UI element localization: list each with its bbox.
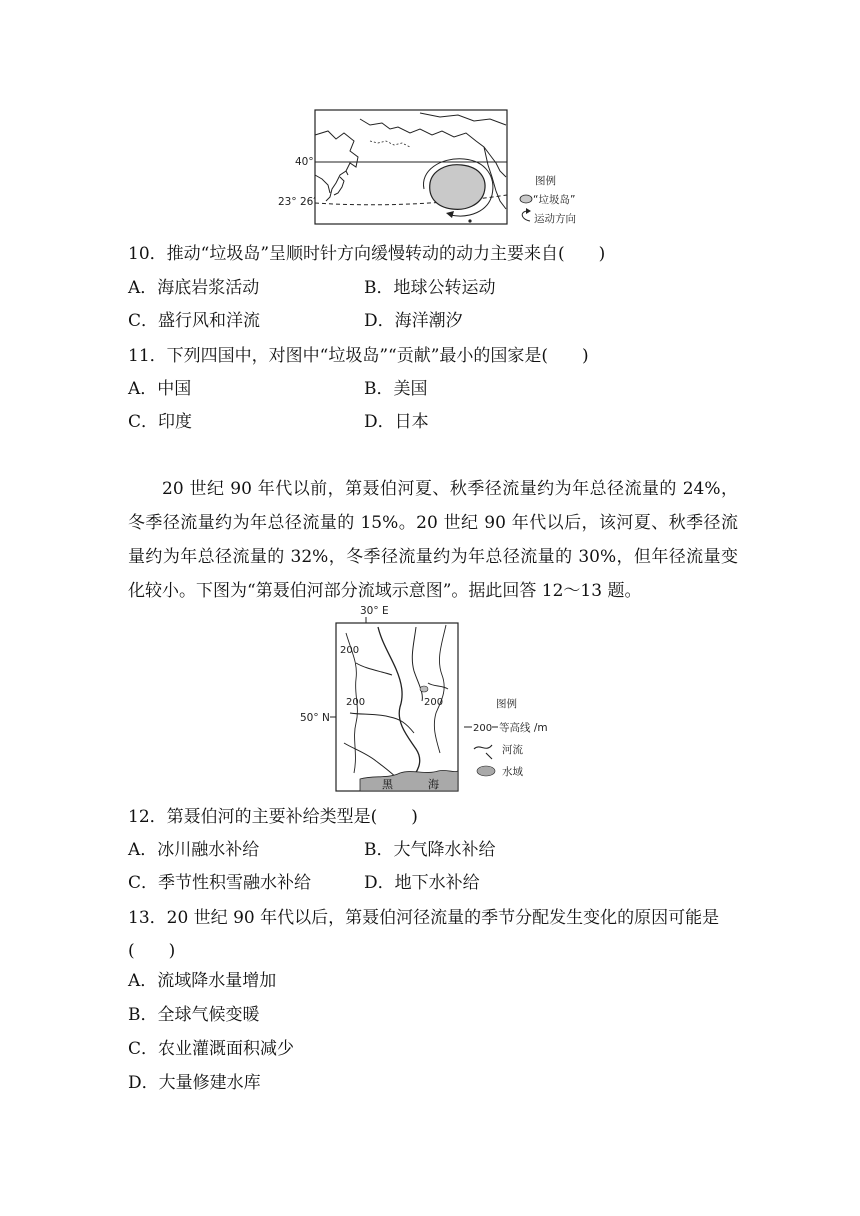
legend-river-icon — [474, 745, 492, 759]
q11-option-c[interactable]: C．印度 — [128, 412, 193, 432]
q10-stem: 10．推动“垃圾岛”呈顺时针方向缓慢转动的动力主要来自( ) — [128, 244, 606, 264]
q11-stem: 11．下列四国中，对图中“垃圾岛”“贡献”最小的国家是( ) — [128, 346, 589, 366]
black-sea-char-2: 海 — [428, 778, 439, 791]
contour-label-2: 200 — [346, 697, 366, 708]
hawaii-dot — [468, 219, 471, 222]
map1-frame — [315, 110, 507, 224]
q12-option-b[interactable]: B．大气降水补给 — [364, 840, 496, 860]
q12-option-a[interactable]: A．冰川融水补给 — [128, 840, 260, 860]
q11-option-a[interactable]: A．中国 — [128, 379, 192, 399]
legend-garbage-label: “垃圾岛” — [533, 194, 576, 206]
lat-tropic-label: 23° 26′ — [278, 196, 316, 208]
q11-option-b[interactable]: B．美国 — [364, 379, 428, 399]
q10-option-a[interactable]: A．海底岩浆活动 — [128, 278, 260, 298]
lat-40-label: 40° — [295, 156, 314, 168]
legend-water-icon — [477, 766, 495, 776]
q12-option-d[interactable]: D．地下水补给 — [364, 873, 480, 893]
q11-option-d[interactable]: D．日本 — [364, 412, 429, 432]
legend2-title: 图例 — [496, 698, 517, 710]
q12-stem: 12．第聂伯河的主要补给类型是( ) — [128, 807, 418, 827]
q13-stem: 13．20 世纪 90 年代以后，第聂伯河径流量的季节分配发生变化的原因可能是 — [128, 908, 720, 928]
legend-water-label: 水域 — [502, 766, 523, 778]
legend-garbage-icon — [520, 195, 532, 203]
lat-50-label: 50° N — [300, 712, 330, 724]
legend-contour-label: 等高线 /m — [499, 722, 548, 734]
contour-label-1: 200 — [340, 645, 360, 656]
legend1-title: 图例 — [535, 175, 556, 187]
q13-option-a[interactable]: A．流域降水量增加 — [128, 971, 277, 991]
q12-option-c[interactable]: C．季节性积雪融水补给 — [128, 873, 312, 893]
q13-option-d[interactable]: D．大量修建水库 — [128, 1073, 261, 1093]
legend-motion-arrowhead — [526, 208, 531, 214]
lon-30-label: 30° E — [360, 605, 389, 617]
q13-stem-continued: ( ) — [128, 941, 176, 961]
legend-river-label: 河流 — [502, 744, 523, 756]
pacific-garbage-map — [270, 105, 600, 230]
q10-option-c[interactable]: C．盛行风和洋流 — [128, 311, 261, 331]
legend-motion-label: 运动方向 — [534, 213, 576, 225]
q13-option-c[interactable]: C．农业灌溉面积减少 — [128, 1039, 295, 1059]
legend-contour-value: 200 — [473, 723, 493, 734]
q13-option-b[interactable]: B．全球气候变暖 — [128, 1005, 260, 1025]
black-sea-char-1: 黑 — [382, 778, 393, 791]
lake-1 — [420, 686, 428, 692]
q10-option-d[interactable]: D．海洋潮汐 — [364, 311, 463, 331]
garbage-island — [430, 165, 485, 210]
dnieper-basin-map — [296, 603, 566, 795]
contour-label-3: 200 — [424, 697, 444, 708]
dnieper-passage: 20 世纪 90 年代以前，第聂伯河夏、秋季径流量约为年总径流量的 24%，冬季径流量约为年总径流量的 15%。20 世纪 90 年代以后，该河夏、秋季径流量约为年总径流量的 32%，冬季径流量约为年总径流量的 30%，但年径流量变化较小。下图为“第聂伯河部分流域示意图”。据此回答 12～13 题。 — [128, 479, 738, 601]
q10-option-b[interactable]: B．地球公转运动 — [364, 278, 496, 298]
